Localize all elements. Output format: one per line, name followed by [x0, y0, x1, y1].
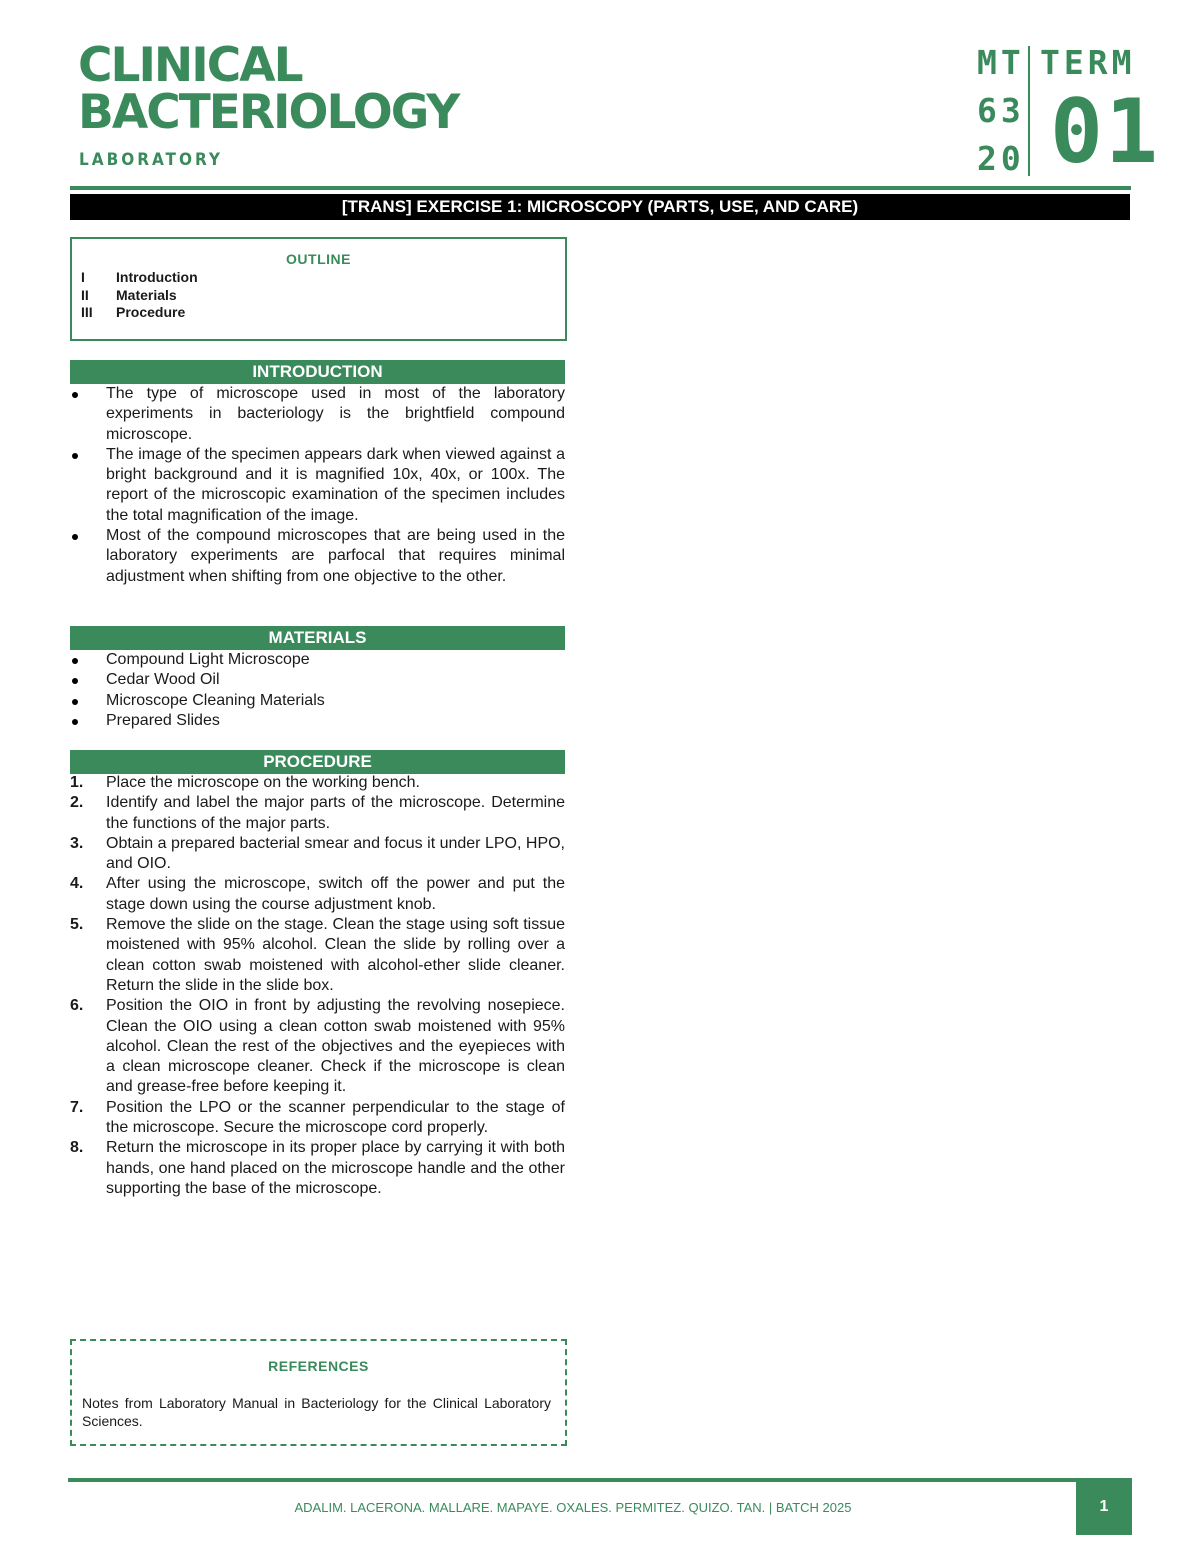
bullet-text: The type of microscope used in most of the laboratory experiments in bacteriology is the brightfield compound microscope.: [106, 385, 565, 443]
course-title-line1: CLINICAL: [78, 38, 302, 93]
introduction-bullet: [70, 384, 565, 445]
step-number: 5.: [70, 916, 84, 934]
step-text: Identify and label the major parts of the microscope. Determine the functions of the major parts.: [106, 794, 565, 832]
outline-item-label: Procedure: [116, 304, 186, 320]
outline-item[interactable]: [81, 304, 185, 321]
bullet-icon: [72, 534, 78, 540]
step-number: 4.: [70, 875, 84, 893]
outline-item-number: I: [81, 269, 85, 285]
step-text: Position the OIO in front by adjusting the revolving nosepiece. Clean the OIO using a clean cotton swab moistened with 95% alcohol. Clean the rest of the objectives and the eyepieces with a clean microscope cleaner. Check if the microscope is clean and grease-free before keeping it.: [106, 997, 565, 1096]
materials-heading: MATERIALS: [70, 626, 565, 650]
step-number: 7.: [70, 1098, 84, 1116]
footer-rule: [68, 1478, 1078, 1482]
procedure-step: [70, 874, 565, 915]
bullet-text: Most of the compound microscopes that are being used in the laboratory experiments are parfocal that requires minimal adjustment when shifting from one objective to the other.: [106, 527, 565, 585]
outline-item-label: Materials: [116, 287, 177, 303]
header-rule: [70, 186, 1131, 190]
procedure-step: [70, 996, 565, 1097]
outline-item[interactable]: [81, 269, 198, 286]
header-divider: [1028, 46, 1030, 176]
introduction-heading: INTRODUCTION: [70, 360, 565, 384]
bullet-icon: [72, 658, 78, 664]
bullet-icon: [72, 699, 78, 705]
term-number: 01: [1050, 80, 1160, 183]
step-text: Place the microscope on the working bench.: [106, 774, 420, 791]
procedure-heading: PROCEDURE: [70, 750, 565, 774]
term-label: TERM: [1040, 43, 1136, 82]
step-number: 2.: [70, 794, 84, 812]
footer-authors: ADALIM. LACERONA. MALLARE. MAPAYE. OXALES. PERMITEZ. QUIZO. TAN. | BATCH 2025: [294, 1500, 852, 1515]
step-number: 1.: [70, 774, 84, 791]
course-subtitle: LABORATORY: [79, 150, 223, 170]
step-text: Remove the slide on the stage. Clean the stage using soft tissue moistened with 95% alcohol. Clean the slide by rolling over a clean cotton swab moistened with alcohol-ether slide cleaner. Return the slide in the slide box.: [106, 916, 565, 994]
step-text: Position the LPO or the scanner perpendicular to the stage of the microscope. Secure the microscope cord properly.: [106, 1098, 565, 1137]
bullet-text: The image of the specimen appears dark when viewed against a bright background and it is magnified 10x, 40x, or 100x. The report of the microscopic examination of the specimen includes the total magnification of the image.: [106, 445, 565, 524]
introduction-bullet: [70, 445, 565, 526]
bullet-icon: [72, 719, 78, 725]
outline-item-number: III: [81, 304, 93, 320]
outline-box: [70, 237, 567, 341]
outline-item-number: II: [81, 287, 89, 303]
introduction-list: [70, 384, 565, 587]
outline-heading: OUTLINE: [286, 251, 351, 267]
materials-item: [70, 650, 565, 670]
step-text: Return the microscope in its proper place by carrying it with both hands, one hand placed on the microscope handle and the other supporting the base of the microscope.: [106, 1139, 565, 1197]
procedure-step: [70, 1138, 565, 1199]
step-number: 3.: [70, 834, 84, 852]
bullet-icon: [72, 392, 78, 398]
step-number: 6.: [70, 997, 84, 1015]
procedure-step: [70, 915, 565, 996]
course-code-line1: MT: [977, 43, 1025, 82]
outline-item[interactable]: [81, 287, 177, 304]
page-number: 1: [1076, 1478, 1132, 1535]
bullet-icon: [72, 678, 78, 684]
materials-item-text: Compound Light Microscope: [106, 651, 310, 668]
outline-item-label: Introduction: [116, 269, 198, 285]
materials-list: [70, 650, 565, 731]
step-text: After using the microscope, switch off the power and put the stage down using the course adjustment knob.: [106, 875, 565, 913]
step-text: Obtain a prepared bacterial smear and focus it under LPO, HPO, and OIO.: [106, 834, 565, 873]
references-box: [70, 1339, 567, 1446]
document-title-bar: [TRANS] EXERCISE 1: MICROSCOPY (PARTS, USE, AND CARE): [70, 194, 1130, 220]
bullet-icon: [72, 453, 78, 459]
procedure-step: [70, 793, 565, 834]
references-heading: REFERENCES: [268, 1358, 369, 1374]
procedure-step: [70, 834, 565, 875]
procedure-step: [70, 773, 565, 793]
course-code-line3: 20: [977, 139, 1025, 178]
references-text: Notes from Laboratory Manual in Bacteriology for the Clinical Laboratory Sciences.: [82, 1395, 551, 1429]
procedure-step: [70, 1098, 565, 1139]
materials-item: [70, 711, 565, 731]
procedure-list: [70, 773, 565, 1199]
course-code-line2: 63: [977, 91, 1025, 130]
course-title-line2: BACTERIOLOGY: [78, 85, 459, 140]
materials-item: [70, 691, 565, 711]
materials-item-text: Cedar Wood Oil: [106, 671, 220, 689]
introduction-bullet: [70, 526, 565, 587]
materials-item: [70, 670, 565, 690]
materials-item-text: Microscope Cleaning Materials: [106, 691, 325, 709]
step-number: 8.: [70, 1139, 84, 1157]
materials-item-text: Prepared Slides: [106, 711, 220, 729]
